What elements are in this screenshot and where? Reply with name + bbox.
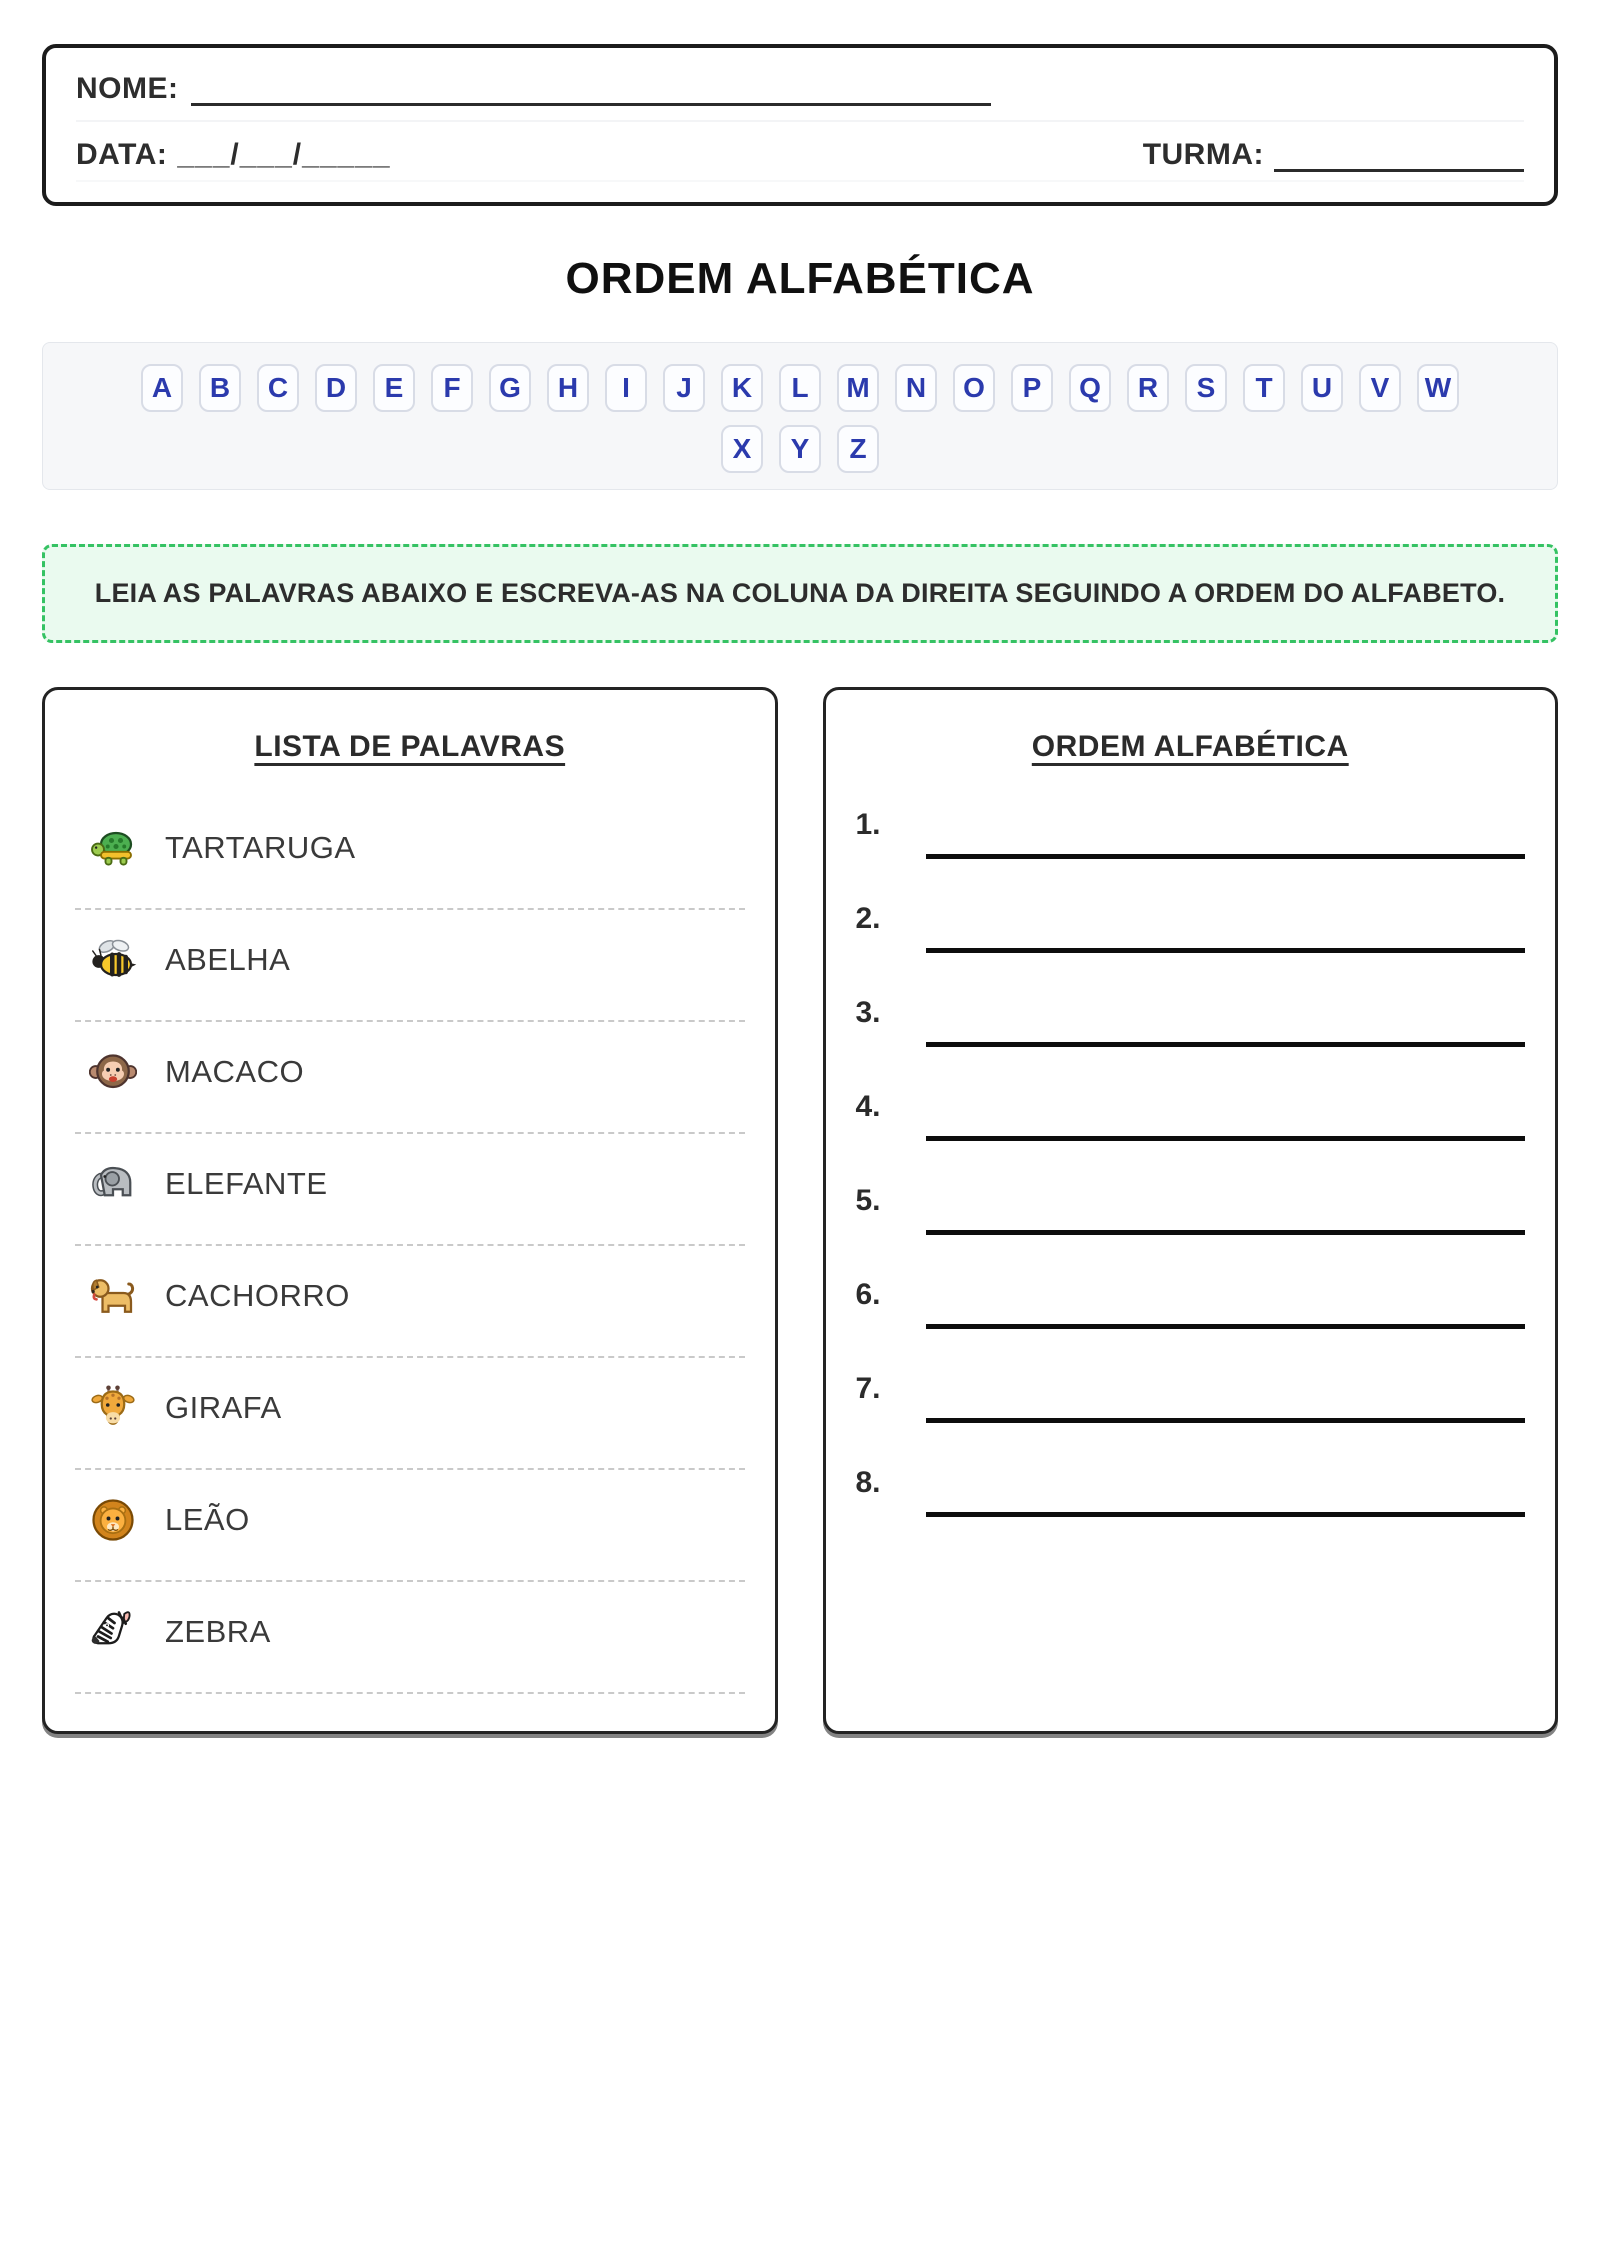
alphabet-letter: P [1011,364,1053,412]
page-title: ORDEM ALFABÉTICA [565,254,1035,303]
class-label: TURMA: [1142,138,1264,171]
word-list-item [75,1134,745,1246]
alphabet-letter: E [373,364,415,412]
answer-slot [856,1184,1526,1235]
answer-number: 3. [855,996,881,1029]
answer-slot [856,996,1526,1047]
alphabet-letter: J [663,364,705,412]
alphabet-row-1 [57,364,1543,412]
answer-slot [856,1090,1526,1141]
answer-blank-line [926,1042,1526,1047]
word-list-panel [42,687,778,1734]
bee-icon [89,936,137,984]
alphabet-strip [42,342,1558,490]
turtle-icon [89,824,137,872]
word-list-item [75,910,745,1022]
elephant-icon [89,1160,137,1208]
word-label: LEÃO [165,1502,250,1537]
word-list-item [75,1358,745,1470]
instruction-text: LEIA AS PALAVRAS ABAIXO E ESCREVA-AS NA COLUNA DA DIREITA SEGUINDO A ORDEM DO ALFABETO. [94,578,1506,608]
answers-title: ORDEM ALFABÉTICA [1031,730,1349,763]
answer-number: 1. [855,808,881,841]
alphabet-letter: B [199,364,241,412]
date-blank: ___/___/_____ [177,138,391,171]
alphabet-letter: T [1243,364,1285,412]
alphabet-letter: A [141,364,183,412]
alphabet-letter: U [1301,364,1343,412]
answer-blank-line [926,1136,1526,1141]
name-label: NOME: [76,72,179,105]
zebra-icon [89,1608,137,1656]
alphabet-letter: K [721,364,763,412]
class-blank-line [1274,142,1524,172]
answer-number: 6. [855,1278,881,1311]
answer-blank-line [926,1230,1526,1235]
answer-blank-line [926,1324,1526,1329]
alphabet-letter: M [837,364,879,412]
worksheet-columns [42,687,1558,1734]
answer-blank-line [926,948,1526,953]
alphabet-letter: O [953,364,995,412]
answer-number: 4. [855,1090,881,1123]
alphabet-letter: R [1127,364,1169,412]
answer-number: 2. [855,902,881,935]
monkey-icon [89,1048,137,1096]
student-info-box [42,44,1558,206]
alphabet-letter: D [315,364,357,412]
word-list-title: LISTA DE PALAVRAS [254,730,566,763]
word-label: TARTARUGA [165,830,356,865]
word-list [75,798,745,1694]
word-list-item [75,1246,745,1358]
alphabet-letter: H [547,364,589,412]
word-label: ABELHA [165,942,291,977]
word-label: ZEBRA [165,1614,271,1649]
word-list-item [75,1470,745,1582]
word-label: CACHORRO [165,1278,350,1313]
word-label: GIRAFA [165,1390,282,1425]
alphabet-letter: S [1185,364,1227,412]
alphabet-letter: W [1417,364,1459,412]
alphabet-letter: Z [837,425,879,473]
answer-slot [856,1278,1526,1329]
alphabet-letter: Y [779,425,821,473]
instruction-box [42,544,1558,643]
alphabet-letter: X [721,425,763,473]
alphabet-row-2 [57,425,1543,473]
date-class-row [76,138,1524,182]
alphabet-letter: V [1359,364,1401,412]
answer-number: 5. [855,1184,881,1217]
date-label: DATA: [76,138,168,171]
word-list-item [75,1582,745,1694]
alphabet-letter: C [257,364,299,412]
word-list-item [75,798,745,910]
word-label: MACACO [165,1054,305,1089]
name-blank-line [191,76,991,106]
alphabet-letter: I [605,364,647,412]
answer-blank-line [926,1418,1526,1423]
answers-list [856,808,1526,1517]
word-list-item [75,1022,745,1134]
alphabet-letter: F [431,364,473,412]
answer-slot [856,902,1526,953]
answer-number: 8. [855,1466,881,1499]
name-row [76,72,1524,122]
lion-icon [89,1496,137,1544]
answer-number: 7. [855,1372,881,1405]
word-label: ELEFANTE [165,1166,328,1201]
answer-blank-line [926,854,1526,859]
answer-slot [856,1466,1526,1517]
alphabet-letter: N [895,364,937,412]
answer-slot [856,1372,1526,1423]
alphabet-letter: G [489,364,531,412]
alphabet-letter: Q [1069,364,1111,412]
alphabet-letter: L [779,364,821,412]
answer-slot [856,808,1526,859]
answers-panel [823,687,1559,1734]
giraffe-icon [89,1384,137,1432]
answer-blank-line [926,1512,1526,1517]
dog-icon [89,1272,137,1320]
worksheet-page [0,44,1600,2244]
